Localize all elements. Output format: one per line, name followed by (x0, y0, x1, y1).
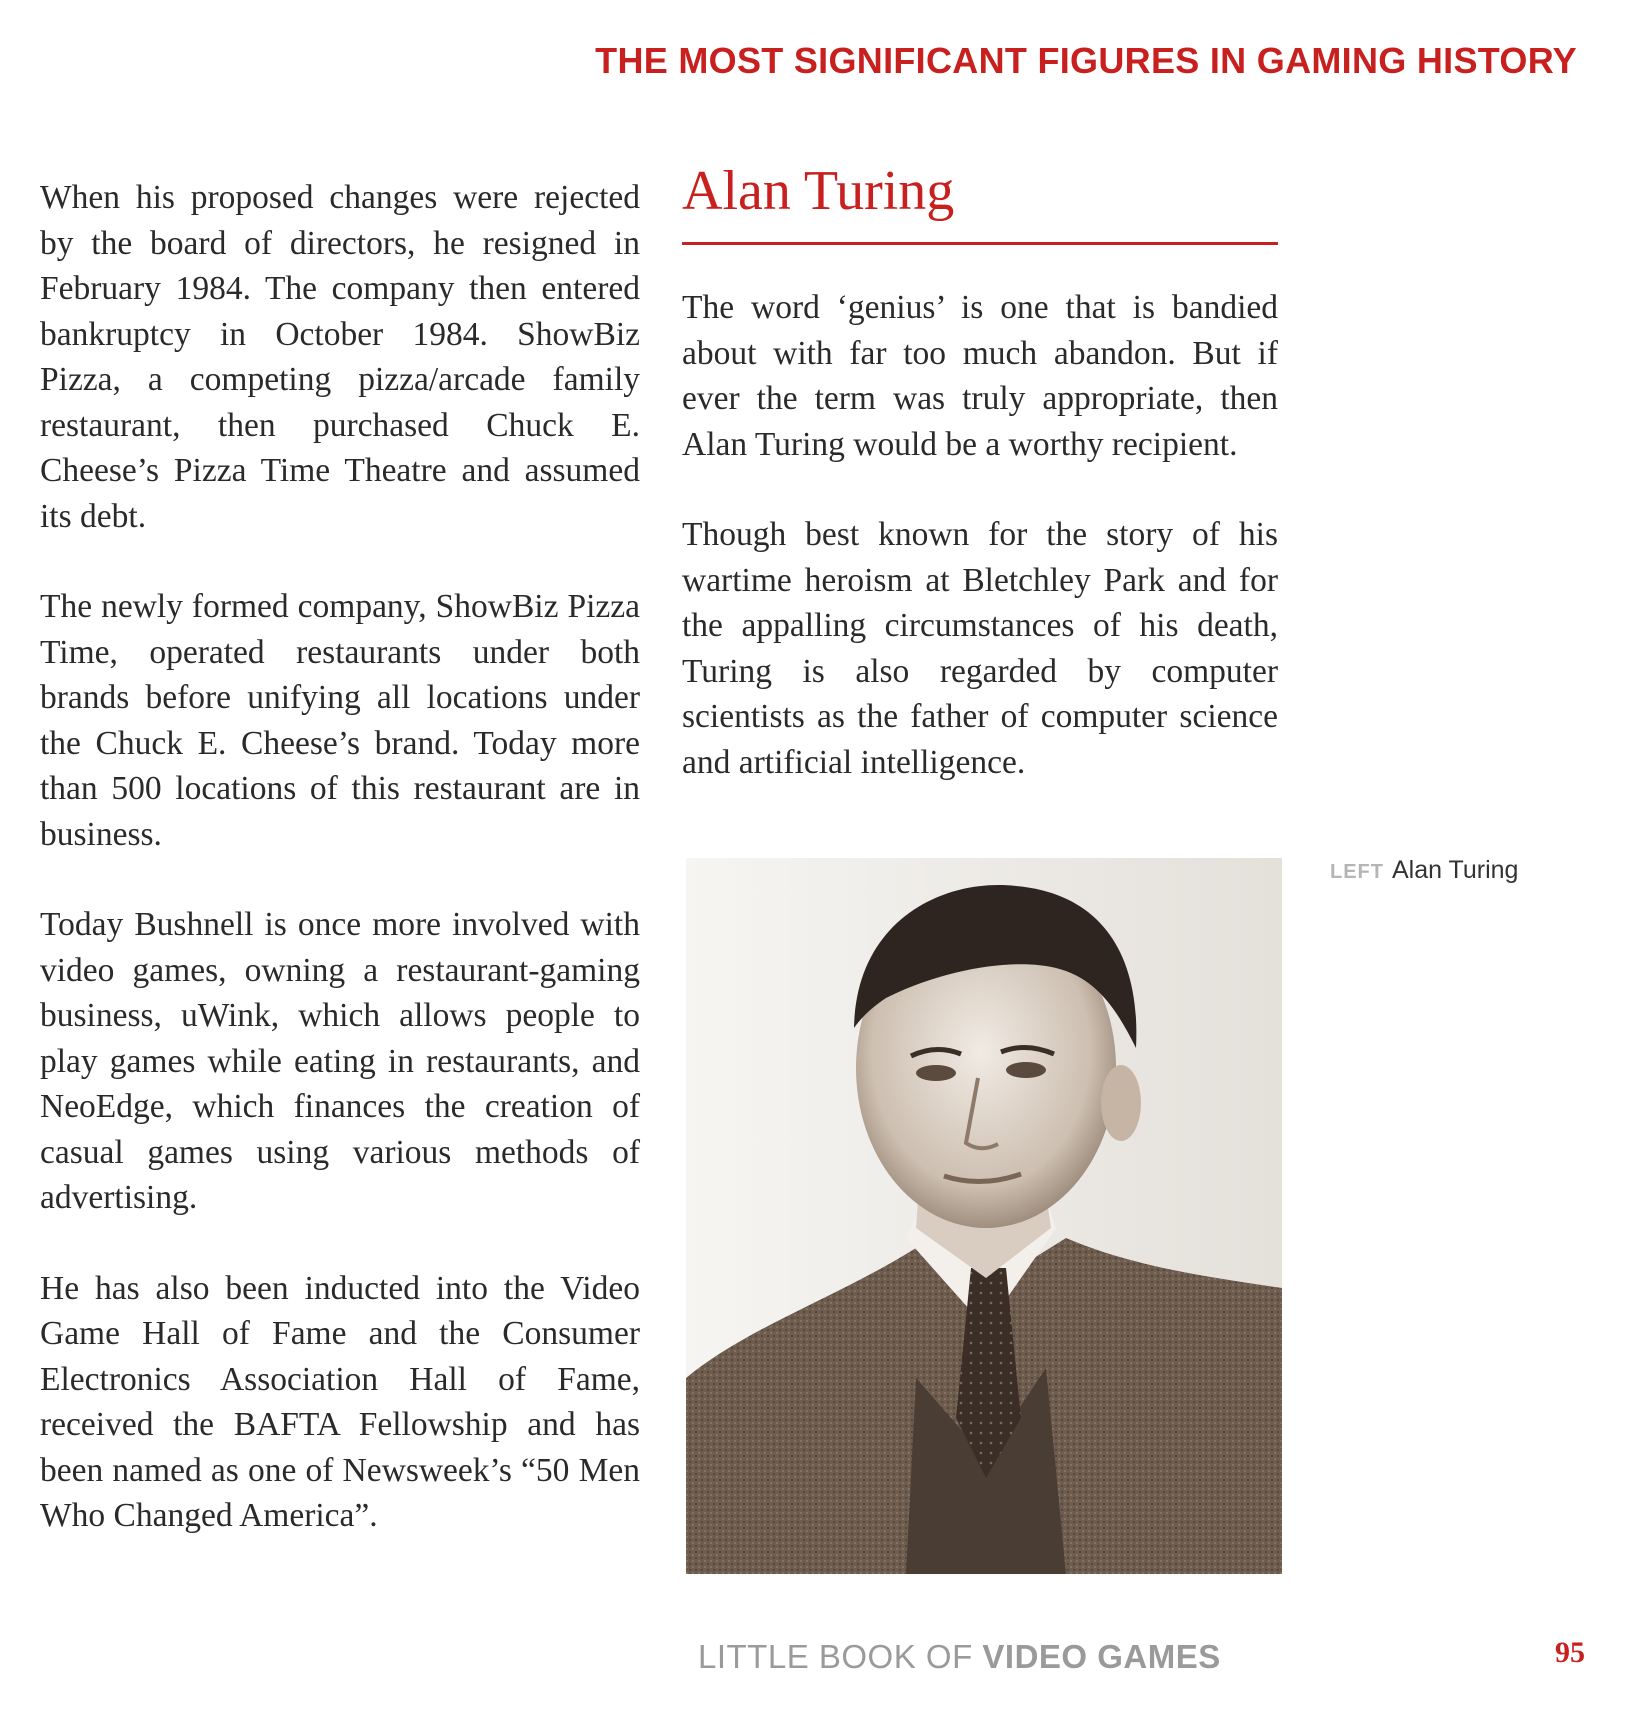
portrait-photo (686, 858, 1282, 1574)
right-paragraph-2: Though best known for the story of his wartime heroism at Bletchley Park and for the appalling circumstances of his death, Turing is also regarded by computer scientists as the father of computer science and artificial intelligence. (682, 516, 1278, 781)
left-paragraph-3: Today Bushnell is once more involved with video games, owning a restaurant-gaming business, uWink, which allows people to play games while eating in restaurants, and NeoEdge, which finances the creation of casual games using various methods of advertising. (40, 906, 640, 1216)
caption-text: Alan Turing (1392, 856, 1519, 884)
left-paragraph-4: He has also been inducted into the Video Game Hall of Fame and the Consumer Electronics Association Hall of Fame, received the BAFTA Fellowship and has been named as one of Newsweek’s “50 Men Who Changed America”. (40, 1269, 640, 1534)
footer-title-light: LITTLE BOOK OF (698, 1638, 973, 1675)
left-column (40, 175, 640, 1584)
left-paragraph-2: The newly formed company, ShowBiz Pizza Time, operated restaurants under both brands before unifying all locations under the Chuck E. Cheese’s brand. Today more than 500 locations of this restaurant are in business. (40, 588, 640, 853)
right-paragraph-1: The word ‘genius’ is one that is bandied about with far too much abandon. But if ever the term was truly appropriate, then Alan Turing would be a worthy recipient. (682, 289, 1278, 463)
section-heading: Alan Turing (682, 160, 955, 222)
heading-rule (682, 242, 1278, 245)
photo-caption (1330, 856, 1518, 885)
running-head: THE MOST SIGNIFICANT FIGURES IN GAMING HISTORY (595, 40, 1577, 81)
footer-title-bold: VIDEO GAMES (982, 1638, 1221, 1675)
portrait-illustration (686, 858, 1282, 1574)
page-number: 95 (1555, 1636, 1585, 1669)
footer-book-title (698, 1638, 1221, 1676)
caption-tag: LEFT (1330, 861, 1384, 883)
left-paragraph-1: When his proposed changes were rejected by the board of directors, he resigned in February 1984. The company then entered bankruptcy in October 1984. ShowBiz Pizza, a competing pizza/arcade family restaurant, then purchased Chuck E. Cheese’s Pizza Time Theatre and assumed its debt. (40, 179, 640, 535)
right-column (682, 160, 1278, 830)
